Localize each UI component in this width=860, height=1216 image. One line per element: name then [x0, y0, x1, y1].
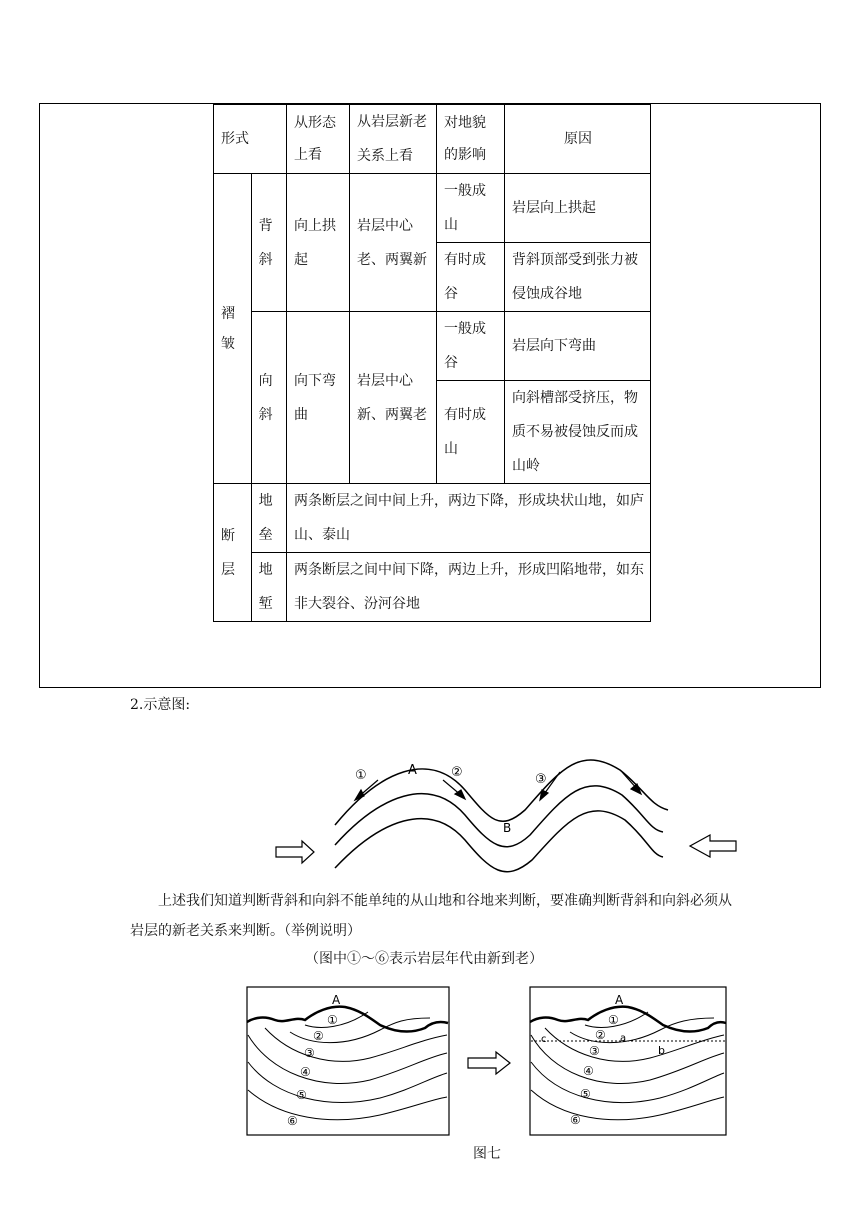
fold-label: 褶皱	[214, 174, 252, 484]
fig7-left-label: ⑥	[287, 1114, 298, 1128]
fig7-right-label: ②	[595, 1028, 606, 1042]
fig7-right-label: c	[541, 1034, 547, 1045]
anticline-shape: 向上拱起	[287, 174, 350, 312]
anticline-cause-1: 岩层向上拱起	[505, 174, 651, 243]
section2-title: 2.示意图:	[130, 697, 191, 713]
fig7-left-label: ②	[313, 1029, 324, 1043]
header-landform: 对地貌的影响	[437, 105, 505, 174]
fig7-left-label: ⑤	[296, 1088, 307, 1102]
syncline-age: 岩层中心新、两翼老	[350, 312, 437, 484]
label-circle-2: ②	[451, 765, 463, 780]
fig7-transition-arrow	[468, 1052, 510, 1074]
fig7-right-label: ④	[583, 1064, 594, 1078]
anticline-cause-2: 背斜顶部受到张力被侵蚀成谷地	[505, 243, 651, 312]
syncline-shape: 向下弯曲	[287, 312, 350, 484]
header-shape: 从形态上看	[287, 105, 350, 174]
layer-note: （图中①～⑥表示岩层年代由新到老）	[305, 951, 543, 967]
header-form: 形式	[214, 105, 287, 174]
graben-desc: 两条断层之间中间下降，两边上升，形成凹陷地带，如东非大裂谷、汾河谷地	[287, 553, 651, 622]
arrow-4-head	[631, 784, 641, 794]
left-compression-arrow	[276, 841, 314, 863]
label-circle-1: ①	[355, 768, 367, 783]
fig7-right-label: ③	[589, 1044, 600, 1058]
label-circle-3: ③	[535, 772, 547, 787]
right-compression-arrow	[690, 835, 736, 857]
syncline-landform-2: 有时成山	[437, 381, 505, 484]
fold-layer-3	[335, 811, 663, 872]
fig7-left-label: A	[332, 993, 341, 1007]
label-b: B	[503, 821, 512, 835]
fold-layer-2	[335, 786, 663, 847]
label-a: A	[408, 763, 417, 778]
fig7-left-label: ③	[304, 1046, 315, 1060]
fig7-right-label: b	[658, 1044, 665, 1057]
horst-desc: 两条断层之间中间上升，两边下降，形成块状山地，如庐山、泰山	[287, 484, 651, 553]
fig7-right-label: A	[615, 993, 624, 1007]
anticline-age: 岩层中心老、两翼新	[350, 174, 437, 312]
fault-label: 断层	[214, 484, 252, 622]
anticline-landform-2: 有时成谷	[437, 243, 505, 312]
horst-name: 地垒	[251, 484, 286, 553]
fig7-left-label: ④	[300, 1065, 311, 1079]
fig7-right-label: a	[620, 1033, 627, 1044]
fig7-left-surface	[247, 1007, 448, 1032]
syncline-cause-1: 岩层向下弯曲	[505, 312, 651, 381]
fig7-right-label: ⑥	[570, 1113, 581, 1127]
fig7-right-label: ⑤	[580, 1087, 591, 1101]
arrow-3-head	[540, 790, 548, 800]
explanation-paragraph: 上述我们知道判断背斜和向斜不能单纯的从山地和谷地来判断，要准确判断背斜和向斜必须从岩层的新老关系来判断。（举例说明）	[130, 893, 732, 939]
anticline-landform-1: 一般成山	[437, 174, 505, 243]
anticline-name: 背斜	[251, 174, 286, 312]
syncline-name: 向斜	[251, 312, 286, 484]
fig7-left-label: ①	[327, 1013, 338, 1027]
fig7-right-label: ①	[608, 1013, 619, 1027]
graben-name: 地堑	[251, 553, 286, 622]
syncline-landform-1: 一般成谷	[437, 312, 505, 381]
header-cause: 原因	[505, 105, 651, 174]
arrow-1-head	[355, 790, 364, 800]
figure7-caption: 图七	[473, 1146, 501, 1162]
syncline-cause-2: 向斜槽部受挤压，物质不易被侵蚀反而成山岭	[505, 381, 651, 484]
header-age: 从岩层新老关系上看	[350, 105, 437, 174]
